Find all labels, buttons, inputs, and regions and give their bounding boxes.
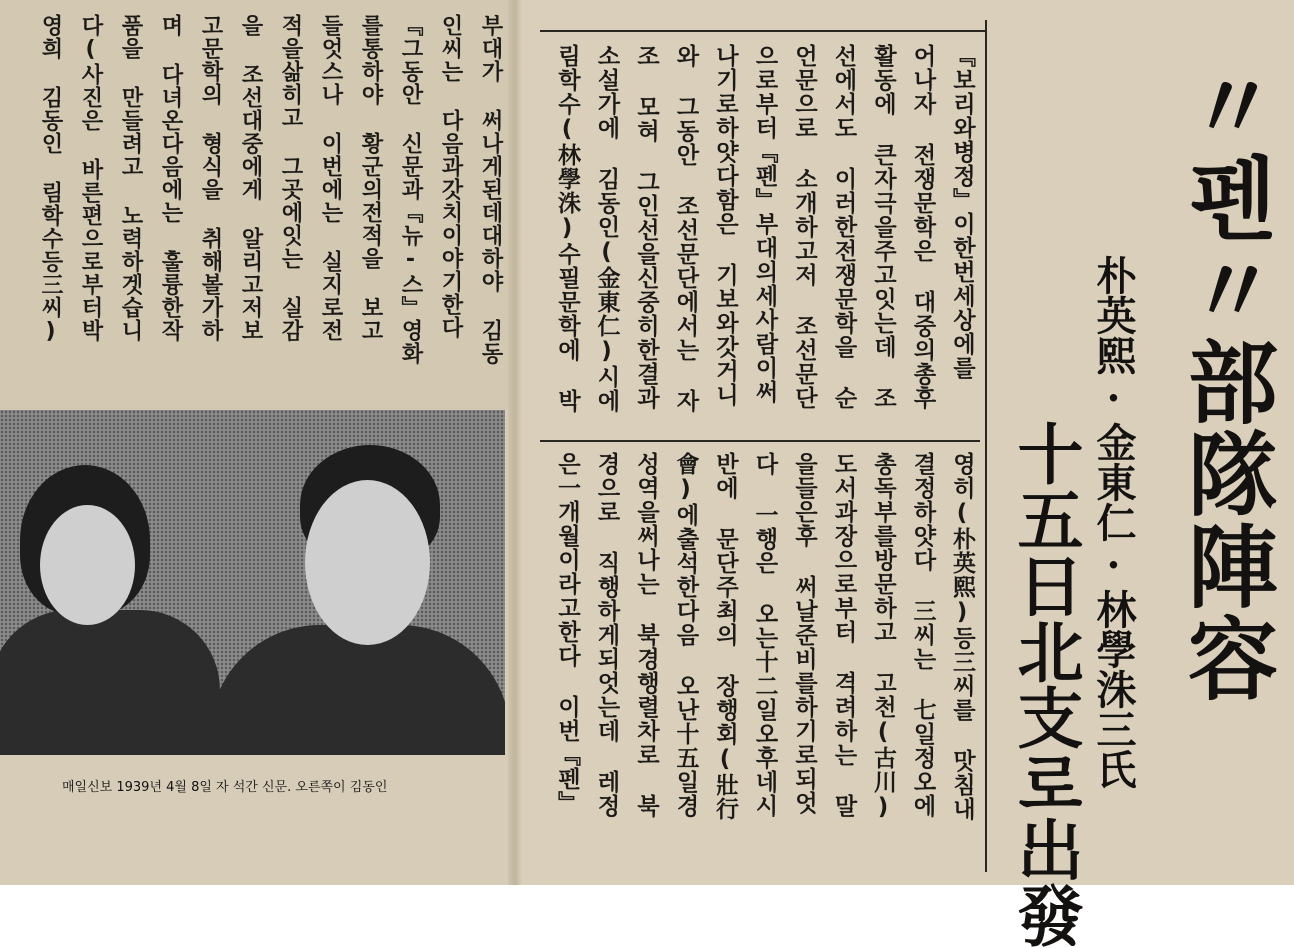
section-divider (540, 440, 980, 442)
text-column: 성역을써나는 북경행렬차로 북 (633, 452, 659, 818)
headline-names: 朴英熙·金東仁·林學洙三氏 (1090, 255, 1137, 789)
text-column: 會)에출석한다음 오난十五일경 (672, 452, 699, 818)
text-column: 『그동안 신문과『뉴-스』영화 (398, 14, 423, 365)
text-column: 영히(朴英熙)등三씨를 맛침내 (949, 452, 975, 821)
text-column: 선에서도 이러한전쟁문학을 순 (830, 44, 857, 410)
text-column: 경으로 직행하게되엇는데 레정 (593, 452, 620, 818)
text-column: 조 모혀 그인선을신중히한결과 (633, 44, 659, 410)
text-column: 인씨는 다음과갓치이야기한다 (438, 14, 463, 339)
top-rule (540, 30, 985, 32)
text-column: 다 一행은 오는十二일오후네시 (751, 452, 778, 818)
text-column: 를통하야 황군의전적을 보고 (358, 14, 383, 342)
text-column: 『보리와병정』이한번세상에를 (949, 44, 975, 380)
text-column: 언문으로 소개하고저 조선문단 (791, 44, 817, 410)
text-column: 림학수(林學洙)수필문학에 박 (554, 44, 580, 413)
text-column: 와 그동안 조선문단에서는 자 (672, 44, 699, 413)
text-column: 총독부를방문하고 고천(古川) (870, 452, 896, 821)
text-column: 부대가 써나게된데대하야 김동 (478, 14, 503, 365)
text-column: 나기로하얏다함은 기보와갓거니 (712, 44, 738, 407)
text-column: 은一개월이라고한다 이번『펜』 (554, 452, 580, 815)
left-figure-face (40, 505, 135, 625)
text-column: 며 다녀온다음에는 훌륭한작 (158, 14, 183, 342)
newspaper-photo (0, 410, 505, 755)
left-figure-body (0, 610, 220, 755)
text-column: 어나자 전쟁문학은 대중의총후 (909, 44, 936, 410)
text-column: 들엇스나 이번에는 실지로전 (318, 14, 343, 342)
text-column: 을 조선대중에게 알리고저보 (238, 14, 263, 342)
headline-divider (985, 20, 987, 872)
text-column: 소설가에 김동인(金東仁)시에 (593, 44, 620, 413)
text-column: 반에 문단주최의 장행회(壯行 (712, 452, 738, 821)
right-figure-body (210, 625, 505, 755)
headline-sub: 十五日北支로出發 (1006, 420, 1084, 948)
photo-caption: 매일신보 1939년 4월 8일 자 석간 신문. 오른쪽이 김동인 (62, 780, 388, 795)
text-column: 고문학의 형식을 취해볼가하 (198, 14, 223, 342)
text-column: 으로부터『펜』부대의세사람이써 (751, 44, 778, 404)
headline-main: 〃펜〃部隊陣容 (1172, 60, 1278, 704)
text-column: 영희 김동인 림학수등三씨) (38, 14, 63, 345)
text-column: 적을삶히고 그곳에잇는 실감 (278, 14, 303, 342)
text-column: 활동에 큰자극을주고잇는데 조 (870, 44, 896, 410)
text-column: 을들은후 써날준비를하기로되엇 (791, 452, 817, 815)
text-column: 품을 만들려고 노력하겟습니 (118, 14, 143, 342)
right-figure-face (305, 480, 430, 645)
page-fold (508, 0, 522, 885)
text-column: 다(사진은 바른편으로부터박 (78, 14, 103, 342)
text-column: 결정하얏다 三씨는 七일정오에 (909, 452, 936, 818)
text-column: 도서과장으로부터 격려하는 말 (830, 452, 857, 818)
